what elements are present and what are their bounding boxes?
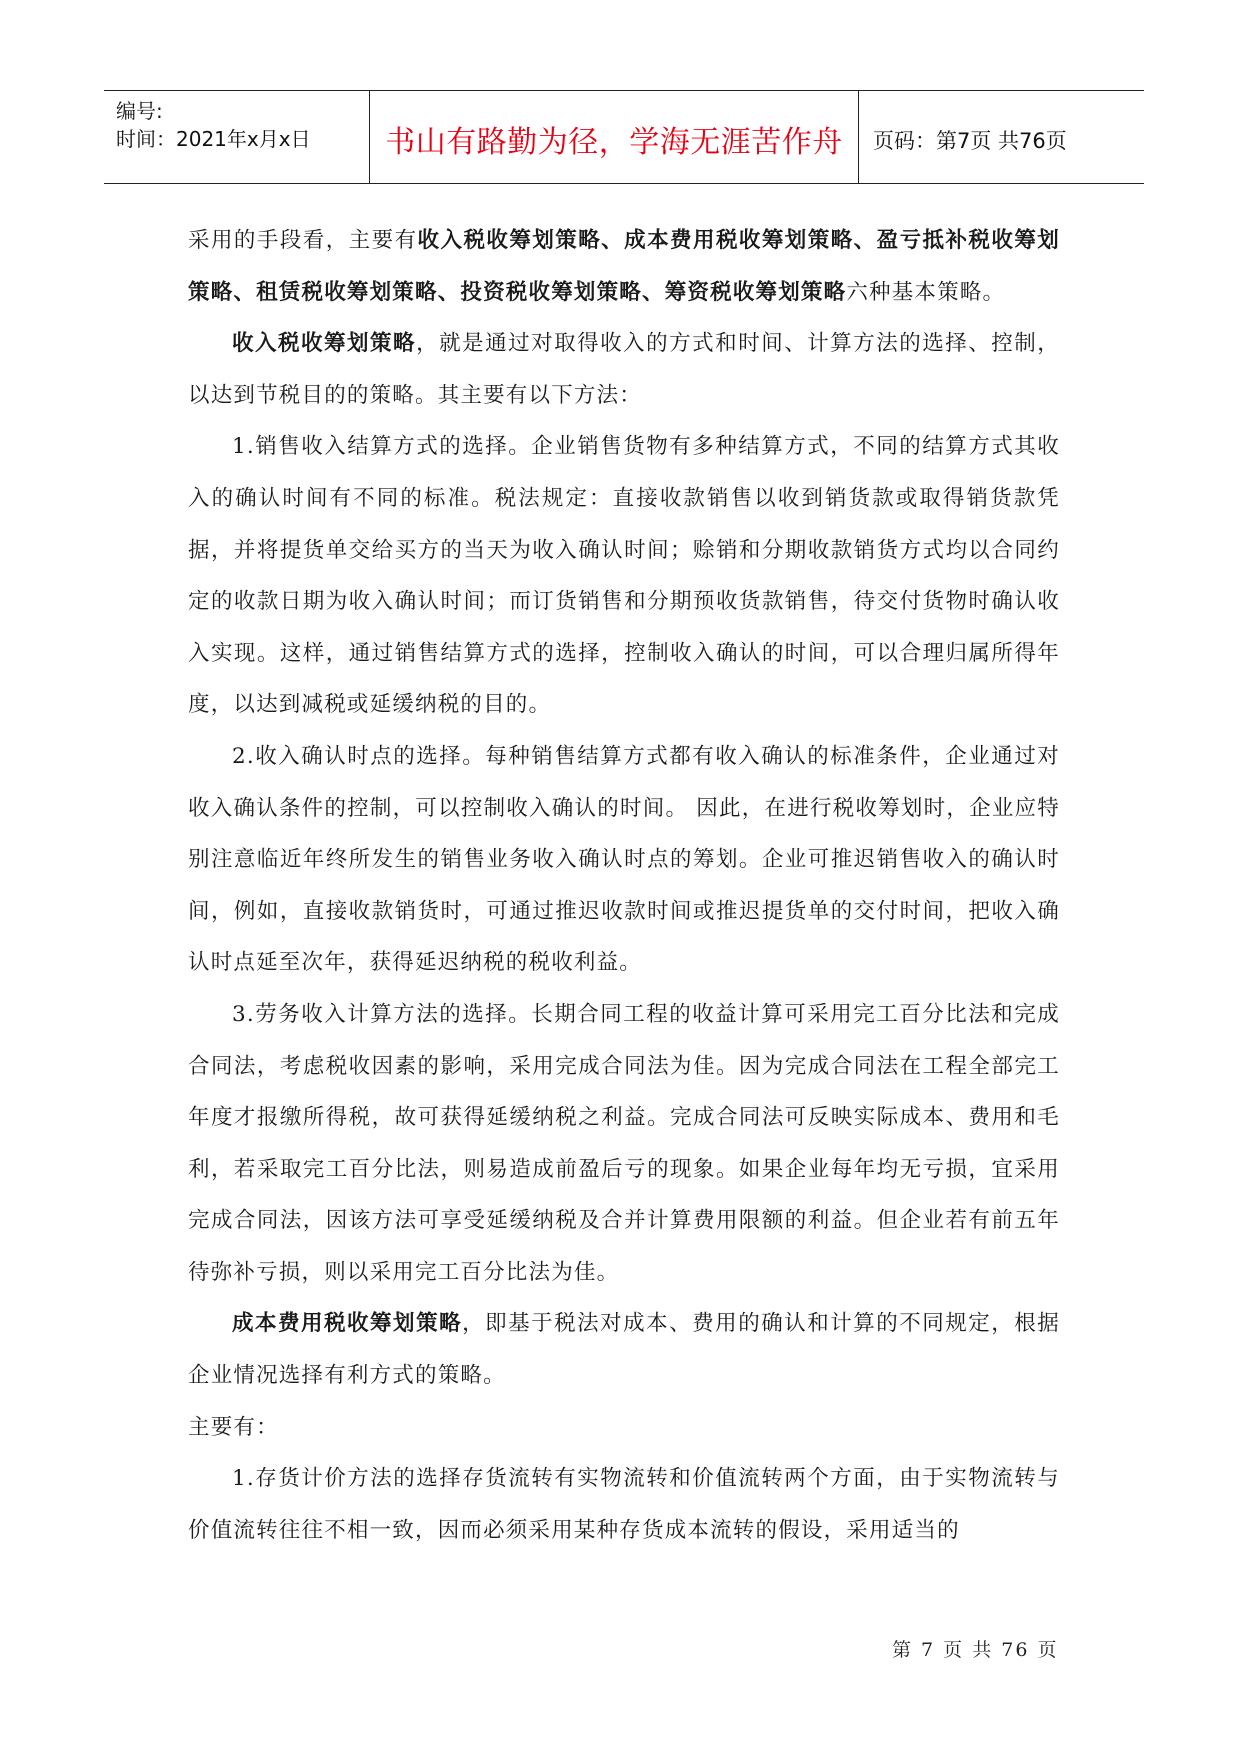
paragraph-text: ，即基于税法对成本、费用的确认和计算的不同规定，根据企业情况选择有利方式的策略。 [188,1311,1060,1389]
paragraph-text: 采用的手段看，主要有 [188,228,418,253]
document-number-label: 编号: [116,99,163,123]
header-motto-cell [370,91,859,183]
document-time-label: 时间：2021年x月x日 [116,127,311,151]
bold-term: 成本费用税收筹划策略 [232,1311,463,1337]
paragraph-text: 六种基本策略。 [846,279,1006,305]
paragraph-text: ，就是通过对取得收入的方式和时间、计算方法的选择、控制，以达到节税目的的策略。其主要有以下方法： [188,331,1060,408]
header-motto: 书山有路勤为径，学海无涯苦作舟 [385,125,843,160]
paragraph-main-items: 主要有： [188,1414,279,1440]
bold-strategy-list: 收入税收筹划策略、成本费用税收筹划策略、盈亏抵补税收筹划策略、租赁税收筹划策略、投资税收筹划策略、筹资税收筹划策略 [188,228,1060,305]
header-page-code: 页码：第7页 共76页 [873,129,1067,153]
paragraph-item-2: 2.收入确认时点的选择。每种销售结算方式都有收入确认的标准条件，企业通过对收入确认条件的控制，可以控制收入确认的时间。 因此，在进行税收筹划时，企业应特别注意临近年终所发生的销售业务收入确认时点的筹划。企业可推迟销售收入的确认时间，例如，直接收款销货时，可通过推迟收款时间或推迟提货单的交付时间，把收入确认时点延至次年，获得延迟纳税的税收利益。 [188,743,1060,976]
document-body [188,215,1060,1556]
paragraph-strategies [188,215,1060,318]
page-footer-number: 第 7 页 共 76 页 [892,1639,1059,1661]
header-page-cell [859,91,1144,183]
header-meta-cell [104,91,370,183]
paragraph-cost-strategy [188,1298,1060,1401]
paragraph-inventory-item: 1.存货计价方法的选择存货流转有实物流转和价值流转两个方面，由于实物流转与价值流转往往不相一致，因而必须采用某种存货成本流转的假设，采用适当的 [188,1466,1060,1543]
bold-term: 收入税收筹划策略 [232,331,417,357]
page-header [104,90,1144,184]
paragraph-item-1: 1.销售收入结算方式的选择。企业销售货物有多种结算方式，不同的结算方式其收入的确认时间有不同的标准。税法规定：直接收款销售以收到销货款或取得销货款凭据，并将提货单交给买方的当天为收入确认时间；赊销和分期收款销货方式均以合同约定的收款日期为收入确认时间；而订货销售和分期预收货款销售，待交付货物时确认收入实现。这样，通过销售结算方式的选择，控制收入确认的时间，可以合理归属所得年度，以达到减税或延缓纳税的目的。 [188,434,1060,718]
paragraph-item-3: 3.劳务收入计算方法的选择。长期合同工程的收益计算可采用完工百分比法和完成合同法，考虑税收因素的影响，采用完成合同法为佳。因为完成合同法在工程全部完工年度才报缴所得税，故可获得延缓纳税之利益。完成合同法可反映实际成本、费用和毛利，若采取完工百分比法，则易造成前盈后亏的现象。如果企业每年均无亏损，宜采用完成合同法，因该方法可享受延缓纳税及合并计算费用限额的利益。但企业若有前五年待弥补亏损，则以采用完工百分比法为佳。 [188,1001,1060,1285]
paragraph-income-strategy [188,318,1060,421]
